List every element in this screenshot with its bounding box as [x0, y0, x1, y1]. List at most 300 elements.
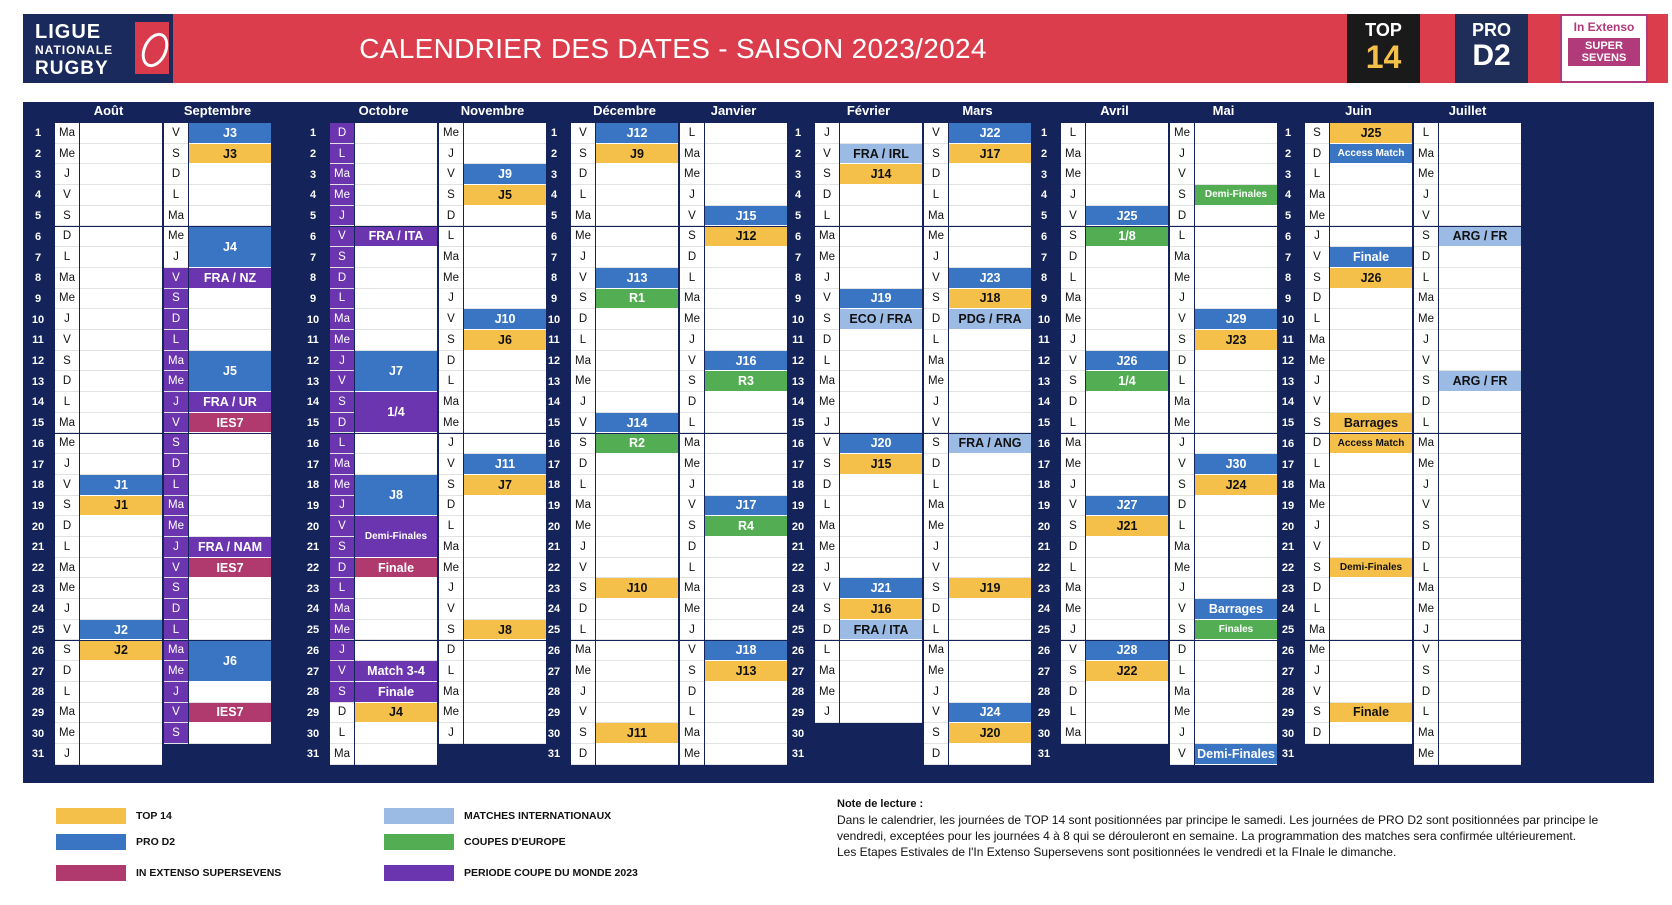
event-wc: FRA / UR: [189, 392, 271, 413]
weekday-cell: S: [1305, 558, 1329, 579]
weekday-cell: V: [815, 578, 839, 599]
day-number: 29: [306, 706, 320, 719]
day-slot: [1330, 661, 1412, 682]
day-slot: [464, 392, 546, 413]
weekday-cell: V: [439, 599, 463, 620]
weekday-cell: J: [55, 744, 79, 765]
day-slot: [840, 496, 922, 517]
day-slot: [1086, 454, 1168, 475]
weekday-cell: L: [1061, 123, 1085, 144]
event-prod2: J5: [189, 351, 271, 392]
weekday-cell: V: [924, 268, 948, 289]
day-slot: [1439, 661, 1521, 682]
weekday-cell: D: [1414, 537, 1438, 558]
event-top14: Finale: [1330, 703, 1412, 724]
weekday-cell: V: [1170, 599, 1194, 620]
day-slot: [464, 144, 546, 165]
day-slot: [596, 475, 678, 496]
day-number: 10: [1037, 313, 1051, 326]
day-slot: [80, 144, 162, 165]
weekday-cell: Me: [55, 578, 79, 599]
weekday-cell: L: [924, 620, 948, 641]
day-number: 8: [1284, 272, 1292, 285]
day-number: 26: [306, 644, 320, 657]
event-top14: J23: [1195, 330, 1277, 351]
weekday-cell: L: [1414, 558, 1438, 579]
weekday-cell: V: [680, 641, 704, 662]
event-top14: J2: [80, 641, 162, 662]
day-slot: [1086, 185, 1168, 206]
weekday-cell: L: [164, 475, 188, 496]
day-slot: [596, 206, 678, 227]
event-europe: R1: [596, 289, 678, 310]
weekday-cell: J: [1061, 620, 1085, 641]
day-number: 17: [306, 458, 320, 471]
event-top14: J10: [596, 578, 678, 599]
weekday-cell: Ma: [164, 206, 188, 227]
day-slot: [80, 703, 162, 724]
day-number: 7: [550, 251, 558, 264]
weekday-cell: S: [680, 227, 704, 248]
weekday-cell: V: [1170, 164, 1194, 185]
weekday-cell: S: [1170, 330, 1194, 351]
day-number: 12: [31, 355, 45, 368]
day-slot: [705, 164, 787, 185]
day-slot: [189, 206, 271, 227]
day-number: 15: [306, 417, 320, 430]
month-header: Novembre: [460, 103, 525, 118]
weekday-cell: Ma: [571, 496, 595, 517]
legend-label-europe: COUPES D'EUROPE: [464, 836, 566, 848]
weekday-cell: Me: [330, 185, 354, 206]
day-slot: [464, 558, 546, 579]
day-slot: [1330, 641, 1412, 662]
weekday-cell: S: [439, 185, 463, 206]
day-slot: [355, 641, 437, 662]
weekday-cell: S: [1305, 123, 1329, 144]
event-prod2: Barrages: [1195, 599, 1277, 620]
event-europe: R4: [705, 516, 787, 537]
day-number: 21: [791, 541, 805, 554]
day-slot: [840, 558, 922, 579]
day-slot: [189, 516, 271, 537]
weekday-cell: Ma: [439, 682, 463, 703]
weekday-cell: J: [680, 185, 704, 206]
day-slot: [189, 475, 271, 496]
day-slot: [1195, 164, 1277, 185]
day-number: 27: [547, 665, 561, 678]
weekday-cell: V: [924, 558, 948, 579]
weekday-cell: L: [571, 620, 595, 641]
day-number: 4: [34, 189, 42, 202]
event-prod2: J10: [464, 309, 546, 330]
day-slot: [596, 454, 678, 475]
day-number: 24: [31, 603, 45, 616]
weekday-cell: Ma: [1061, 434, 1085, 455]
weekday-cell: D: [571, 164, 595, 185]
day-slot: [596, 682, 678, 703]
month-header: Avril: [1100, 103, 1129, 118]
day-slot: [1086, 703, 1168, 724]
weekday-cell: D: [55, 661, 79, 682]
weekday-cell: L: [1414, 413, 1438, 434]
day-slot: [1195, 392, 1277, 413]
month-header: Juillet: [1448, 103, 1487, 118]
day-number: 8: [1040, 272, 1048, 285]
weekday-cell: S: [924, 289, 948, 310]
event-top14: J16: [840, 599, 922, 620]
day-slot: [1439, 434, 1521, 455]
weekday-cell: J: [1061, 185, 1085, 206]
weekday-cell: S: [164, 723, 188, 744]
weekday-cell: J: [1414, 330, 1438, 351]
weekday-cell: L: [571, 475, 595, 496]
weekday-cell: S: [924, 144, 948, 165]
weekday-cell: J: [1414, 185, 1438, 206]
event-prod2: J30: [1195, 454, 1277, 475]
day-slot: [1086, 434, 1168, 455]
day-slot: [705, 558, 787, 579]
weekday-cell: S: [680, 371, 704, 392]
weekday-cell: Ma: [1061, 578, 1085, 599]
weekday-cell: Ma: [164, 641, 188, 662]
weekday-cell: D: [439, 496, 463, 517]
weekday-cell: J: [164, 537, 188, 558]
day-number: 1: [1040, 127, 1048, 140]
event-supersevens: IES7: [189, 413, 271, 434]
event-top14: J7: [464, 475, 546, 496]
day-number: 8: [550, 272, 558, 285]
weekday-cell: V: [815, 144, 839, 165]
event-top14: J5: [464, 185, 546, 206]
weekday-cell: S: [1414, 227, 1438, 248]
day-slot: [464, 682, 546, 703]
event-top14: Barrages: [1330, 413, 1412, 434]
weekday-cell: V: [1305, 392, 1329, 413]
weekday-cell: Ma: [680, 289, 704, 310]
weekday-cell: S: [164, 289, 188, 310]
day-number: 19: [791, 499, 805, 512]
day-slot: [596, 744, 678, 765]
day-slot: [1086, 392, 1168, 413]
weekday-cell: V: [164, 123, 188, 144]
day-number: 31: [31, 748, 45, 761]
weekday-cell: Ma: [55, 558, 79, 579]
day-slot: [1195, 247, 1277, 268]
day-slot: [80, 682, 162, 703]
day-number: 12: [306, 355, 320, 368]
day-number: 6: [794, 230, 802, 243]
day-number: 3: [309, 168, 317, 181]
event-intl: PDG / FRA: [949, 309, 1031, 330]
event-prod2: Demi-Finales: [1195, 744, 1277, 765]
day-number: 30: [791, 727, 805, 740]
day-slot: [840, 661, 922, 682]
day-number: 1: [34, 127, 42, 140]
weekday-cell: J: [571, 392, 595, 413]
weekday-cell: V: [55, 185, 79, 206]
day-number: 24: [306, 603, 320, 616]
day-slot: [1195, 123, 1277, 144]
weekday-cell: V: [1061, 206, 1085, 227]
day-slot: [80, 123, 162, 144]
day-slot: [355, 744, 437, 765]
day-number: 16: [1037, 437, 1051, 450]
day-number: 5: [1284, 210, 1292, 223]
weekday-cell: V: [571, 413, 595, 434]
day-slot: [1439, 475, 1521, 496]
weekday-cell: L: [1061, 268, 1085, 289]
event-europe: R3: [705, 371, 787, 392]
month-header: Août: [93, 103, 124, 118]
day-number: 6: [309, 230, 317, 243]
weekday-cell: Me: [815, 392, 839, 413]
weekday-cell: L: [55, 392, 79, 413]
day-slot: [1195, 227, 1277, 248]
day-slot: [1195, 578, 1277, 599]
day-slot: [1330, 227, 1412, 248]
day-number: 4: [550, 189, 558, 202]
day-slot: [840, 392, 922, 413]
event-top14: J8: [464, 620, 546, 641]
day-slot: [1439, 641, 1521, 662]
weekday-cell: Me: [1170, 703, 1194, 724]
day-number: 23: [31, 582, 45, 595]
weekday-cell: D: [1414, 392, 1438, 413]
legend-label-supersevens: IN EXTENSO SUPERSEVENS: [136, 867, 282, 879]
event-wc: Match 3-4: [355, 661, 437, 682]
weekday-cell: D: [815, 620, 839, 641]
weekday-cell: L: [815, 641, 839, 662]
day-slot: [1086, 558, 1168, 579]
day-number: 4: [309, 189, 317, 202]
day-slot: [1086, 537, 1168, 558]
month-header: Juin: [1345, 103, 1372, 118]
weekday-cell: S: [1061, 516, 1085, 537]
weekday-cell: Me: [924, 371, 948, 392]
weekday-cell: D: [55, 516, 79, 537]
event-prod2: J15: [705, 206, 787, 227]
weekday-cell: Me: [330, 620, 354, 641]
day-slot: [355, 723, 437, 744]
event-supersevens: IES7: [189, 703, 271, 724]
day-slot: [840, 475, 922, 496]
logo-line-2: NATIONALE: [35, 43, 114, 57]
event-supersevens: IES7: [189, 558, 271, 579]
legend-label-wc: PERIODE COUPE DU MONDE 2023: [464, 867, 638, 879]
day-slot: [355, 247, 437, 268]
weekday-cell: Me: [680, 744, 704, 765]
weekday-cell: V: [164, 413, 188, 434]
month-header: Septembre: [183, 103, 252, 118]
weekday-cell: S: [55, 496, 79, 517]
weekday-cell: V: [680, 496, 704, 517]
day-slot: [464, 723, 546, 744]
day-slot: [949, 185, 1031, 206]
day-slot: [1195, 351, 1277, 372]
day-slot: [840, 227, 922, 248]
weekday-cell: J: [1170, 723, 1194, 744]
day-slot: [705, 620, 787, 641]
day-slot: [840, 537, 922, 558]
weekday-cell: J: [571, 537, 595, 558]
day-slot: [705, 247, 787, 268]
day-number: 30: [1281, 727, 1295, 740]
day-number: 11: [1282, 334, 1294, 347]
weekday-cell: J: [1170, 289, 1194, 310]
weekday-cell: J: [1061, 475, 1085, 496]
weekday-cell: L: [330, 434, 354, 455]
day-slot: [355, 289, 437, 310]
weekday-cell: L: [680, 703, 704, 724]
weekday-cell: V: [164, 703, 188, 724]
weekday-cell: S: [680, 516, 704, 537]
day-number: 5: [309, 210, 317, 223]
day-number: 13: [547, 375, 561, 388]
day-slot: [1195, 434, 1277, 455]
legend-swatch-prod2: [56, 834, 126, 850]
weekday-cell: J: [164, 247, 188, 268]
day-slot: [840, 371, 922, 392]
weekday-cell: D: [1414, 247, 1438, 268]
weekday-cell: D: [330, 558, 354, 579]
day-number: 19: [31, 499, 45, 512]
day-slot: [1439, 599, 1521, 620]
weekday-cell: Ma: [1414, 289, 1438, 310]
day-number: 21: [1037, 541, 1051, 554]
weekday-cell: S: [1170, 475, 1194, 496]
day-slot: [949, 537, 1031, 558]
event-top14: J19: [949, 578, 1031, 599]
weekday-cell: Me: [55, 723, 79, 744]
weekday-cell: Ma: [815, 227, 839, 248]
day-number: 6: [34, 230, 42, 243]
weekday-cell: V: [815, 289, 839, 310]
day-number: 7: [1284, 251, 1292, 264]
day-slot: [949, 558, 1031, 579]
day-number: 22: [1037, 562, 1051, 575]
weekday-cell: V: [571, 558, 595, 579]
weekday-cell: Me: [815, 682, 839, 703]
day-slot: [1330, 206, 1412, 227]
day-slot: [1195, 537, 1277, 558]
day-number: 13: [306, 375, 320, 388]
event-top14: J21: [1086, 516, 1168, 537]
day-slot: [949, 413, 1031, 434]
day-slot: [355, 434, 437, 455]
day-number: 18: [31, 479, 45, 492]
day-number: 15: [1037, 417, 1051, 430]
day-slot: [1439, 682, 1521, 703]
weekday-cell: Ma: [439, 392, 463, 413]
day-number: 9: [1284, 292, 1292, 305]
season-calendar: [23, 102, 1654, 783]
weekday-cell: D: [1305, 434, 1329, 455]
day-number: 14: [306, 396, 320, 409]
weekday-cell: J: [439, 289, 463, 310]
lnr-logo: [23, 14, 173, 83]
day-number: 31: [791, 748, 805, 761]
weekday-cell: Ma: [680, 723, 704, 744]
weekday-cell: Me: [1305, 496, 1329, 517]
legend-swatch-top14: [56, 808, 126, 824]
day-slot: [80, 599, 162, 620]
day-number: 6: [1040, 230, 1048, 243]
weekday-cell: L: [164, 330, 188, 351]
weekday-cell: L: [1170, 661, 1194, 682]
event-europe: Finales: [1195, 620, 1277, 641]
day-number: 24: [791, 603, 805, 616]
weekday-cell: J: [815, 123, 839, 144]
weekday-cell: D: [164, 309, 188, 330]
day-slot: [355, 309, 437, 330]
day-number: 9: [794, 292, 802, 305]
weekday-cell: S: [815, 164, 839, 185]
weekday-cell: D: [680, 537, 704, 558]
weekday-cell: L: [330, 289, 354, 310]
weekday-cell: J: [330, 641, 354, 662]
event-prod2: J12: [596, 123, 678, 144]
day-number: 8: [309, 272, 317, 285]
weekday-cell: Ma: [1170, 392, 1194, 413]
event-top14: J13: [705, 661, 787, 682]
day-slot: [596, 599, 678, 620]
weekday-cell: L: [55, 682, 79, 703]
day-slot: [949, 330, 1031, 351]
weekday-cell: S: [924, 578, 948, 599]
day-number: 26: [31, 644, 45, 657]
day-number: 21: [547, 541, 561, 554]
event-wc: FRA / NZ: [189, 268, 271, 289]
weekday-cell: L: [815, 351, 839, 372]
weekday-cell: Me: [164, 661, 188, 682]
weekday-cell: V: [1170, 744, 1194, 765]
day-slot: [1086, 268, 1168, 289]
event-europe: 1/4: [1086, 371, 1168, 392]
weekday-cell: Ma: [571, 206, 595, 227]
day-number: 13: [1037, 375, 1051, 388]
day-slot: [80, 413, 162, 434]
weekday-cell: D: [1170, 496, 1194, 517]
weekday-cell: Me: [1414, 164, 1438, 185]
event-prod2: J19: [840, 289, 922, 310]
weekday-cell: Me: [1305, 351, 1329, 372]
weekday-cell: J: [1305, 661, 1329, 682]
day-number: 12: [1281, 355, 1295, 368]
weekday-cell: J: [924, 247, 948, 268]
day-slot: [80, 247, 162, 268]
day-slot: [1086, 330, 1168, 351]
day-slot: [464, 599, 546, 620]
day-slot: [1330, 371, 1412, 392]
weekday-cell: D: [330, 413, 354, 434]
weekday-cell: J: [439, 578, 463, 599]
day-number: 22: [547, 562, 561, 575]
day-slot: [80, 185, 162, 206]
weekday-cell: S: [55, 641, 79, 662]
day-slot: [596, 496, 678, 517]
weekday-cell: Me: [1305, 206, 1329, 227]
day-slot: [464, 268, 546, 289]
day-number: 19: [306, 499, 320, 512]
weekday-cell: Ma: [1414, 723, 1438, 744]
day-number: 3: [1284, 168, 1292, 181]
weekday-cell: Ma: [924, 351, 948, 372]
weekday-cell: L: [439, 516, 463, 537]
day-slot: [596, 661, 678, 682]
day-slot: [705, 413, 787, 434]
weekday-cell: J: [924, 537, 948, 558]
